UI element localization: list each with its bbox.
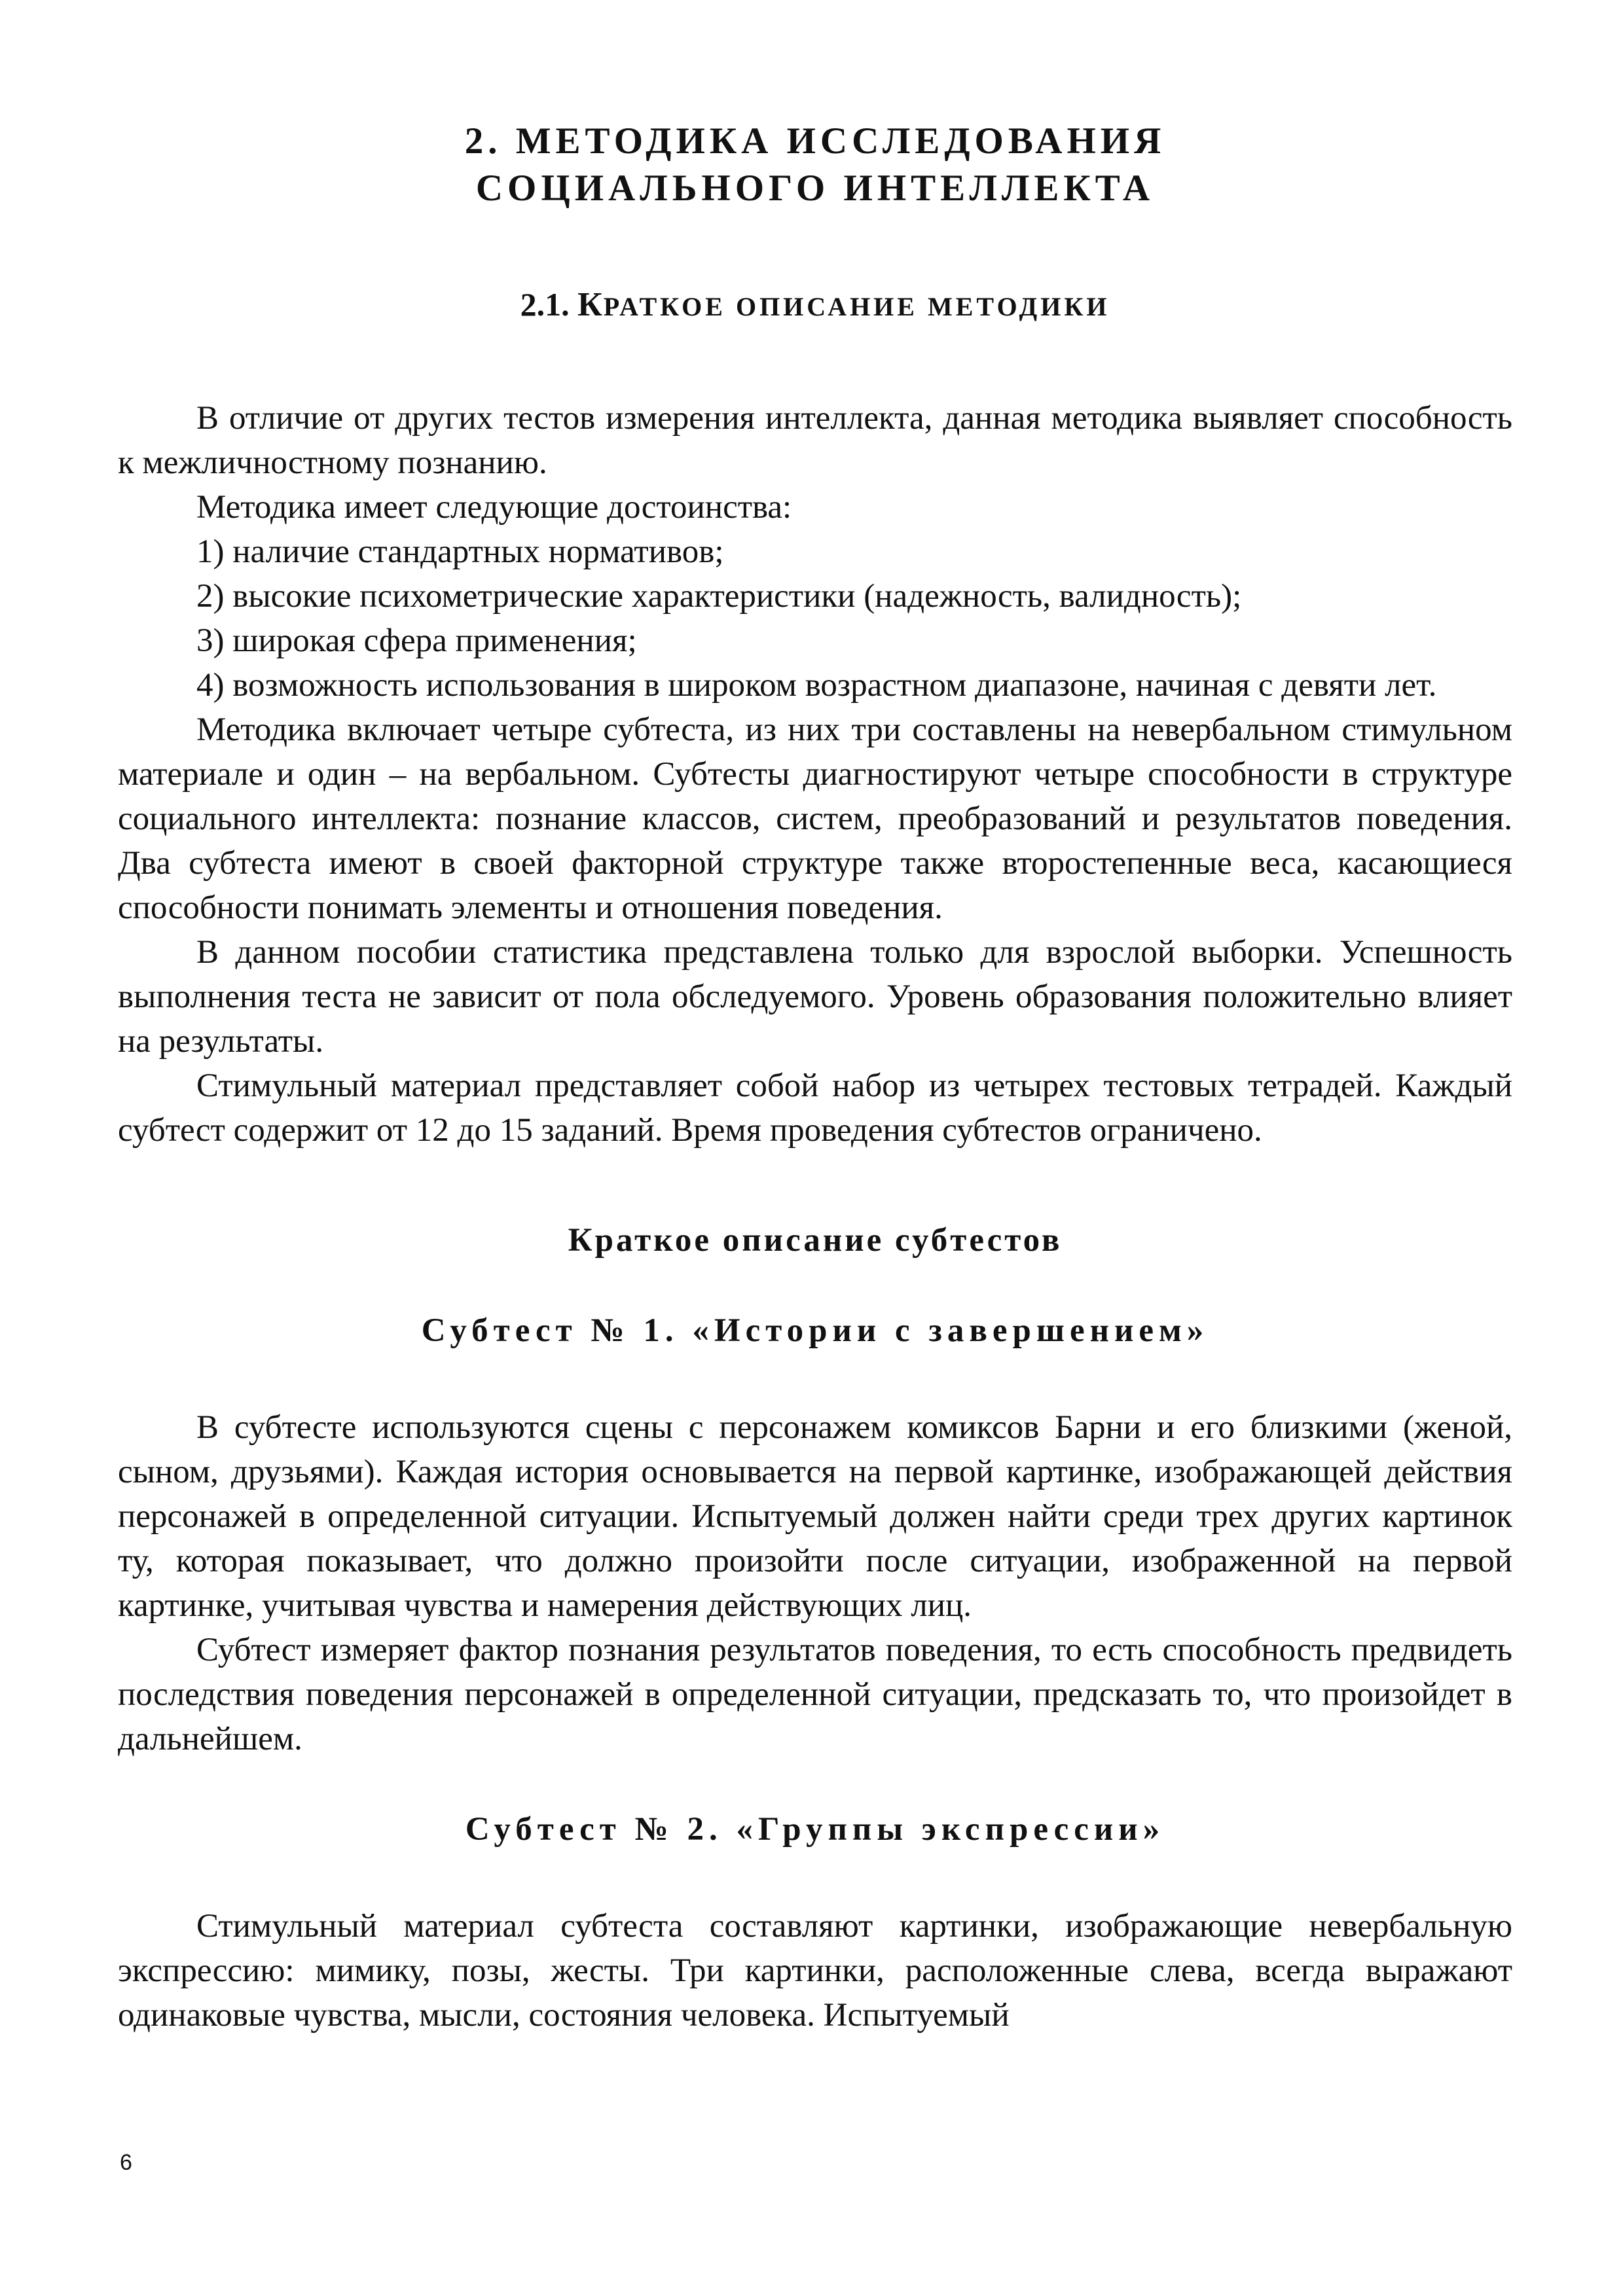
intro-paragraph-5: Стимульный материал представляет собой набор из четырех тестовых тетрадей. Каждый субтест содержит от 12 до 15 заданий. Время проведения субтестов ограничено.: [118, 1067, 1512, 1149]
document-page: [118, 118, 1512, 2037]
advantage-item-2: 2) высокие психометрические характеристики (надежность, валидность);: [196, 578, 1242, 615]
intro-paragraph-1: В отличие от других тестов измерения интеллекта, данная методика выявляет способность к межличностному познанию.: [118, 400, 1512, 481]
intro-paragraph-4: В данном пособии статистика представлена только для взрослой выборки. Успешность выполнения теста не зависит от пола обследуемого. Уровень образования положительно влияет на результаты.: [118, 934, 1512, 1060]
page-number: 6: [120, 2150, 132, 2175]
advantage-item-3: 3) широкая сфера применения;: [196, 622, 637, 659]
section-title-initial: К: [577, 286, 604, 323]
intro-paragraph-3: Методика включает четыре субтеста, из них три составлены на невербальном стимульном материале и один – на вербальном. Субтесты диагностируют четыре способности в структуре социального интеллекта: познание классов, систем, преобразований и результатов поведения. Два субтеста имеют в своей факторной структуре также второстепенные веса, касающиеся способности понимать элементы и отношения поведения.: [118, 711, 1512, 926]
subtests-heading: Краткое описание субтестов: [568, 1222, 1063, 1259]
chapter-title-line-2: СОЦИАЛЬНОГО ИНТЕЛЛЕКТА: [475, 168, 1155, 209]
advantage-item-4: 4) возможность использования в широком возрастном диапазоне, начиная с девяти лет.: [196, 667, 1437, 704]
subtest-1-paragraph-1: В субтесте используются сцены с персонажем комиксов Барни и его близкими (женой, сыном, друзьями). Каждая история основывается на первой картинке, изображающей действия персонажей в определенной ситуации. Испытуемый должен найти среди трех других картинок ту, которая показывает, что должно произойти после ситуации, изображенной на первой картинке, учитывая чувства и намерения действующих лиц.: [118, 1409, 1512, 1624]
subtest-1-paragraph-2: Субтест измеряет фактор познания результатов поведения, то есть способность предвидеть последствия поведения персонажей в определенной ситуации, предсказать то, что произойдет в дальнейшем.: [118, 1632, 1512, 1757]
subtest-2-paragraph-1: Стимульный материал субтеста составляют картинки, изображающие невербальную экспрессию: мимику, позы, жесты. Три картинки, расположенные слева, всегда выражают одинаковые чувства, мысли, состояния человека. Испытуемый: [118, 1908, 1512, 2034]
section-title-rest: РАТКОЕ ОПИСАНИЕ МЕТОДИКИ: [603, 292, 1110, 321]
chapter-title-line-1: 2. МЕТОДИКА ИССЛЕДОВАНИЯ: [464, 120, 1166, 162]
section-title: [118, 284, 1512, 327]
subtest-1-title: Субтест № 1. «Истории с завершением»: [421, 1312, 1209, 1349]
advantage-item-1: 1) наличие стандартных нормативов;: [196, 533, 724, 570]
subtest-2-title: Субтест № 2. «Группы экспрессии»: [465, 1811, 1165, 1848]
intro-paragraph-2: Методика имеет следующие достоинства:: [196, 489, 792, 526]
chapter-title: [118, 118, 1512, 212]
section-number: 2.1.: [520, 286, 570, 323]
